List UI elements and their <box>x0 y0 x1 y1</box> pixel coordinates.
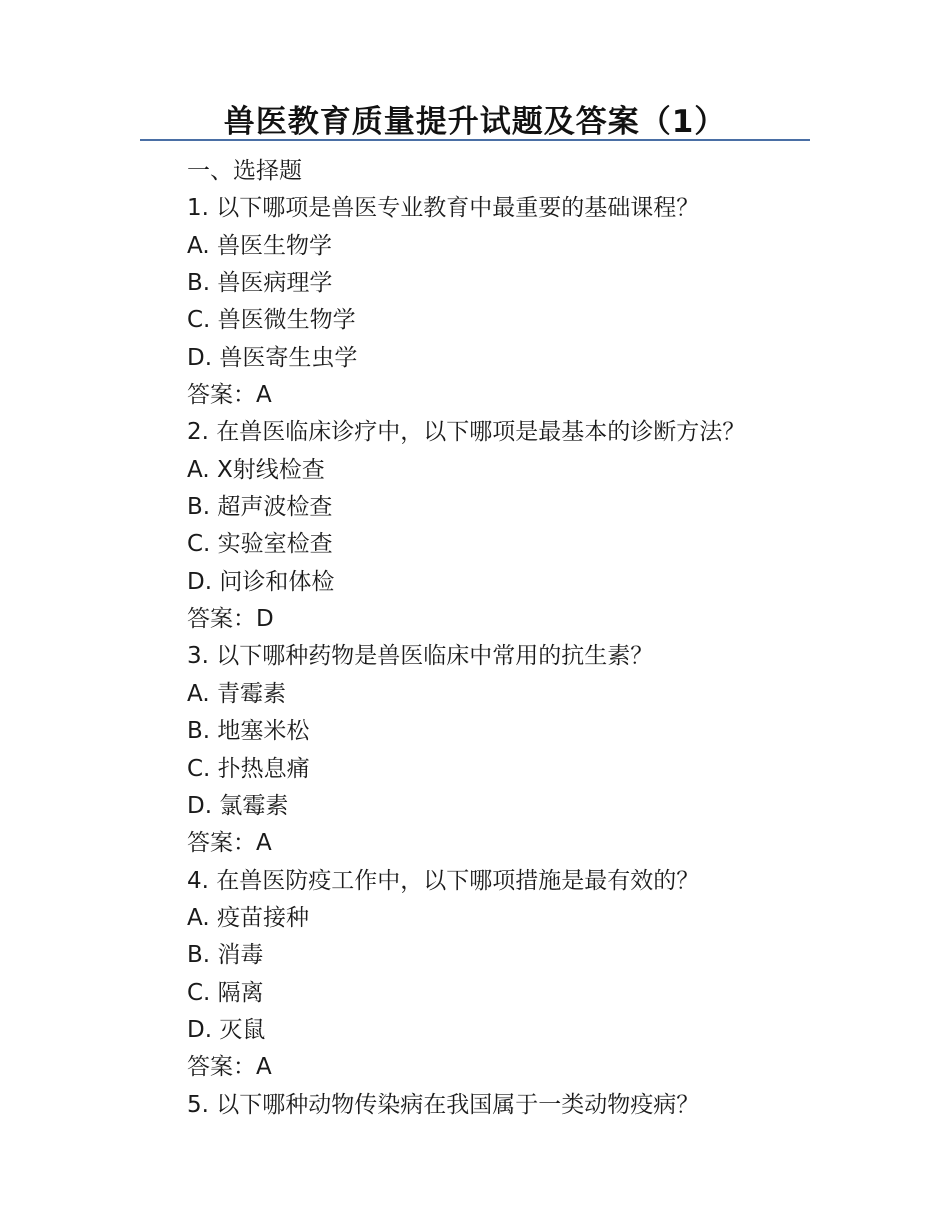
option-a: A. 疫苗接种 <box>187 904 309 931</box>
option-d: D. 兽医寄生虫学 <box>187 344 358 371</box>
question-text: 2. 在兽医临床诊疗中，以下哪项是最基本的诊断方法？ <box>187 419 746 446</box>
option-c: C. 兽医微生物学 <box>187 307 356 334</box>
option-a: A. X射线检查 <box>187 456 325 483</box>
option-a: A. 青霉素 <box>187 680 286 707</box>
answer-text: 答案：A <box>187 1054 272 1081</box>
section-heading: 一、选择题 <box>187 158 302 184</box>
answer-text: 答案：A <box>187 830 272 857</box>
question-text: 1. 以下哪项是兽医专业教育中最重要的基础课程？ <box>187 195 700 222</box>
document-title: 兽医教育质量提升试题及答案（1） <box>223 104 727 140</box>
answer-text: 答案：D <box>187 606 274 633</box>
title-underline <box>140 139 810 141</box>
option-c: C. 扑热息痛 <box>187 755 310 782</box>
option-d: D. 灭鼠 <box>187 1016 266 1043</box>
question-text: 4. 在兽医防疫工作中，以下哪项措施是最有效的？ <box>187 867 700 894</box>
answer-text: 答案：A <box>187 382 272 409</box>
option-b: B. 地塞米松 <box>187 718 310 745</box>
option-c: C. 实验室检查 <box>187 531 333 558</box>
question-text: 5. 以下哪种动物传染病在我国属于一类动物疫病？ <box>187 1091 700 1118</box>
document-body <box>187 153 827 1124</box>
option-b: B. 消毒 <box>187 942 264 969</box>
option-b: B. 兽医病理学 <box>187 270 333 297</box>
option-b: B. 超声波检查 <box>187 494 333 521</box>
option-c: C. 隔离 <box>187 979 264 1006</box>
question-text: 3. 以下哪种药物是兽医临床中常用的抗生素？ <box>187 643 654 670</box>
option-d: D. 问诊和体检 <box>187 568 335 595</box>
option-a: A. 兽医生物学 <box>187 232 332 259</box>
option-d: D. 氯霉素 <box>187 792 289 819</box>
